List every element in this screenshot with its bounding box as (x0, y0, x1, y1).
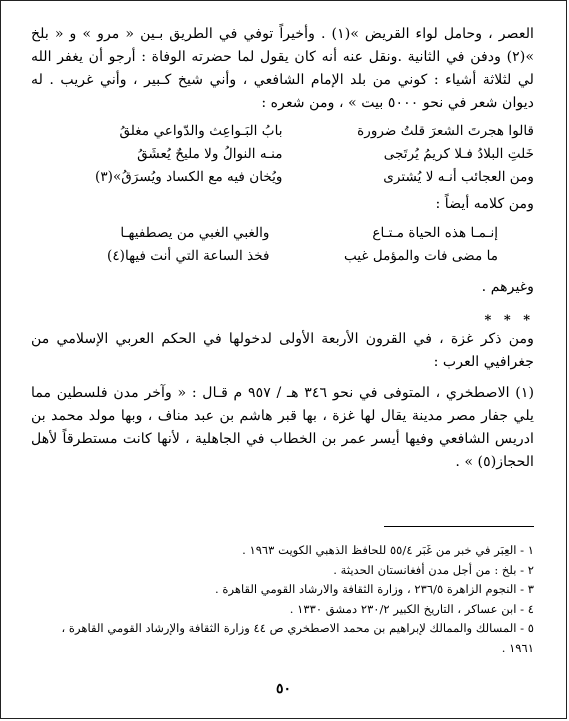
poem-verses-1 (31, 120, 534, 189)
others-line: وغيرهم . (481, 279, 534, 295)
verse-hemistich: ومن العجائب أنـه لا يُشترى (383, 169, 534, 185)
page-number: ٥٠ (275, 681, 292, 697)
verse-hemistich: فخذ الساعة التي أنت فيها(٤) (107, 248, 270, 264)
paragraph-istakhri: (١) الاصطخري ، المتوفى في نحو ٣٤٦ هـ / ٩٥٧ م قـال : « وآخر مدن فلسطين مما يلي جفار مصر مدينة يقال لها غزة ، بها قبر هاشم بن عبد مناف ، وبها مولد محمد بن ادريس الشافعي وفيها أيسر عمر بن الخطاب في الجاهلية ، لأنها كانت مستطرقاً لأهل الحجاز(٥) » . (31, 385, 534, 471)
footnote: ٢ - بلخ : من أجل مدن أفغانستان الحديثة . (333, 562, 534, 577)
footnote: ١ - العِبَر في خبر من غَبَر ٥٥/٤ للحافظ الذهبي الكويت ١٩٦٣ . (242, 543, 534, 557)
footnote: ٥ - المسالك والممالك لإبراهيم بن محمد الاصطخري ص ٤٤ وزارة الثقافة والإرشاد القومي القاهرة ، ١٩٦١ . (61, 621, 534, 655)
paragraph-geographers: ومن ذكر غزة ، في القرون الأربعة الأولى لدخولها في الحكم العربي الإسلامي من جغرافيي العرب : (31, 331, 534, 371)
verse-hemistich: والغبي الغبي من يصطفيهـا (120, 225, 270, 241)
verse-hemistich: ويُخان فيه مع الكساد ويُسرَقُ»(٣) (95, 169, 283, 185)
footnote: ٣ - النجوم الزاهرة ٢٣٦/٥ ، وزارة الثقافة والارشاد القومي القاهرة . (215, 582, 534, 596)
verse-hemistich: ما مضى فات والمؤمل غيب (343, 248, 498, 264)
quote-intro: ومن كلامه أيضاً : (435, 196, 534, 212)
verse-hemistich: قالوا هجرتَ الشعرَ قلتُ ضرورة (357, 123, 534, 139)
verse-hemistich: بابُ البَـواعِث والدّواعي مغلقُ (119, 123, 283, 139)
poem-verses-2 (31, 222, 534, 268)
footnotes (35, 541, 534, 658)
verse-hemistich: إنـمـا هذه الحياة مـتـاع (372, 225, 498, 241)
verse-hemistich: خَلتِ البلادُ فـلا كريمُ يُرتَجى (383, 146, 534, 162)
main-text (31, 23, 534, 474)
verse-hemistich: منـه النوالُ ولا مليحٌ يُعشَقُ (137, 146, 283, 162)
footnote-divider (384, 526, 534, 527)
paragraph-biography: العصر ، وحامل لواء القريض »(١) . وأخيراً توفي في الطريق بـين « مرو » و « بلخ »(٢) ودفن في الثانية .ونقل عنه أنه كان يقول لما حضرته الوفاة : أرجو أن يغفر الله لي لثلاثة أشياء : كوني من بلد الإمام الشافعي ، وأني شيخ كـبير ، وأني غريب . له ديوان شعر في نحو ٥٠٠٠ بيت » ، ومن شعره : (31, 26, 534, 111)
section-separator: * * * (484, 313, 534, 329)
footnote: ٤ - ابن عساكر ، التاريخ الكبير ٢٣٠/٢ دمشق ١٣٣٠ . (289, 601, 534, 616)
